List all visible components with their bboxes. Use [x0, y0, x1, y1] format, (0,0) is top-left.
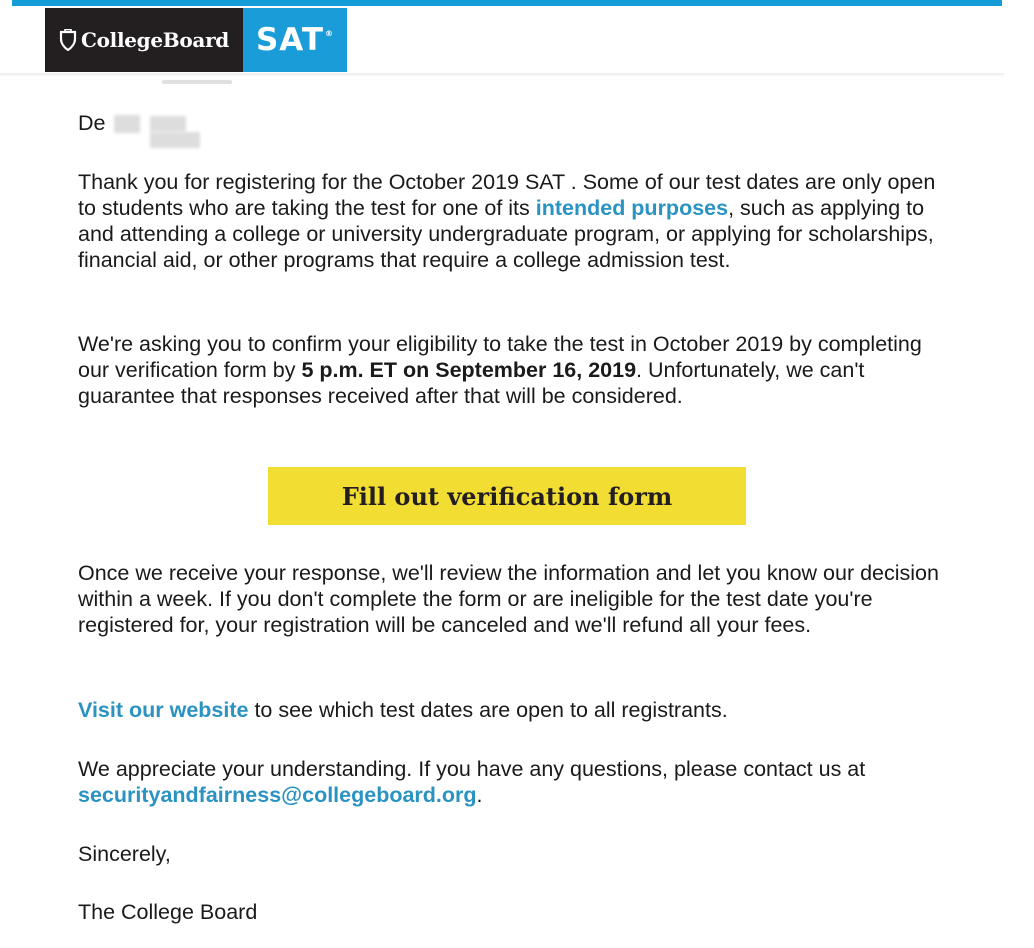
top-accent-rule: [12, 0, 1002, 6]
redacted-name-block: [114, 115, 140, 133]
contact-text: We appreciate your understanding. If you have any questions, please contact us at: [78, 757, 866, 781]
fill-verification-form-button[interactable]: Fill out verification form: [268, 467, 746, 525]
paragraph-review: [78, 560, 958, 638]
paragraph-contact: [78, 756, 958, 808]
redacted-name-block: [150, 132, 200, 148]
paragraph-website: [78, 697, 958, 723]
header-divider: [0, 73, 1004, 77]
collegeboard-logo[interactable]: [45, 8, 243, 72]
acorn-shield-icon: [59, 29, 77, 51]
closing-line: [78, 841, 958, 867]
visit-website-link[interactable]: Visit our website: [78, 698, 249, 722]
sat-wordmark: SAT: [255, 22, 325, 58]
paragraph-intro: [78, 169, 958, 273]
intro-text-continued: , such as applying to and attending a college or university undergraduate program, or applying for scholarships, financial aid, or other programs that require a college admission test.: [78, 196, 934, 272]
redacted-name-block: [150, 116, 186, 132]
website-text: to see which test dates are open to all registrants.: [248, 698, 728, 722]
intended-purposes-link[interactable]: intended purposes: [535, 196, 729, 220]
closing: Sincerely,: [78, 842, 171, 866]
deadline-text: We're asking you to confirm your eligibility to take the test in October 2019 by completing our verification form by: [78, 332, 922, 382]
sat-logo[interactable]: [243, 8, 347, 72]
redaction-mark: [162, 80, 232, 84]
brand-header: [45, 8, 347, 72]
contact-email-link[interactable]: securityandfairness@collegeboard.org: [78, 783, 477, 807]
paragraph-deadline: [78, 331, 958, 409]
signature: The College Board: [78, 900, 258, 924]
contact-text-end: .: [476, 783, 483, 807]
deadline-date: 5 p.m. ET on September 16, 2019: [301, 358, 637, 382]
review-text: Once we receive your response, we'll review the information and let you know our decision within a week. If you don't complete the form or are ineligible for the test date you're registered for, your registration will be canceled and we'll refund all your fees.: [78, 561, 939, 637]
collegeboard-wordmark: CollegeBoard: [80, 28, 229, 52]
registered-mark: ®: [325, 28, 335, 38]
intro-text: Thank you for registering for the October 2019 SAT . Some of our test dates are only open to students who are taking the test for one of its: [78, 170, 936, 220]
salutation: De: [78, 111, 106, 135]
signature-line: [78, 899, 958, 925]
salutation-line: [78, 110, 958, 136]
deadline-text-continued: . Unfortunately, we can't guarantee that responses received after that will be considered.: [78, 358, 865, 408]
